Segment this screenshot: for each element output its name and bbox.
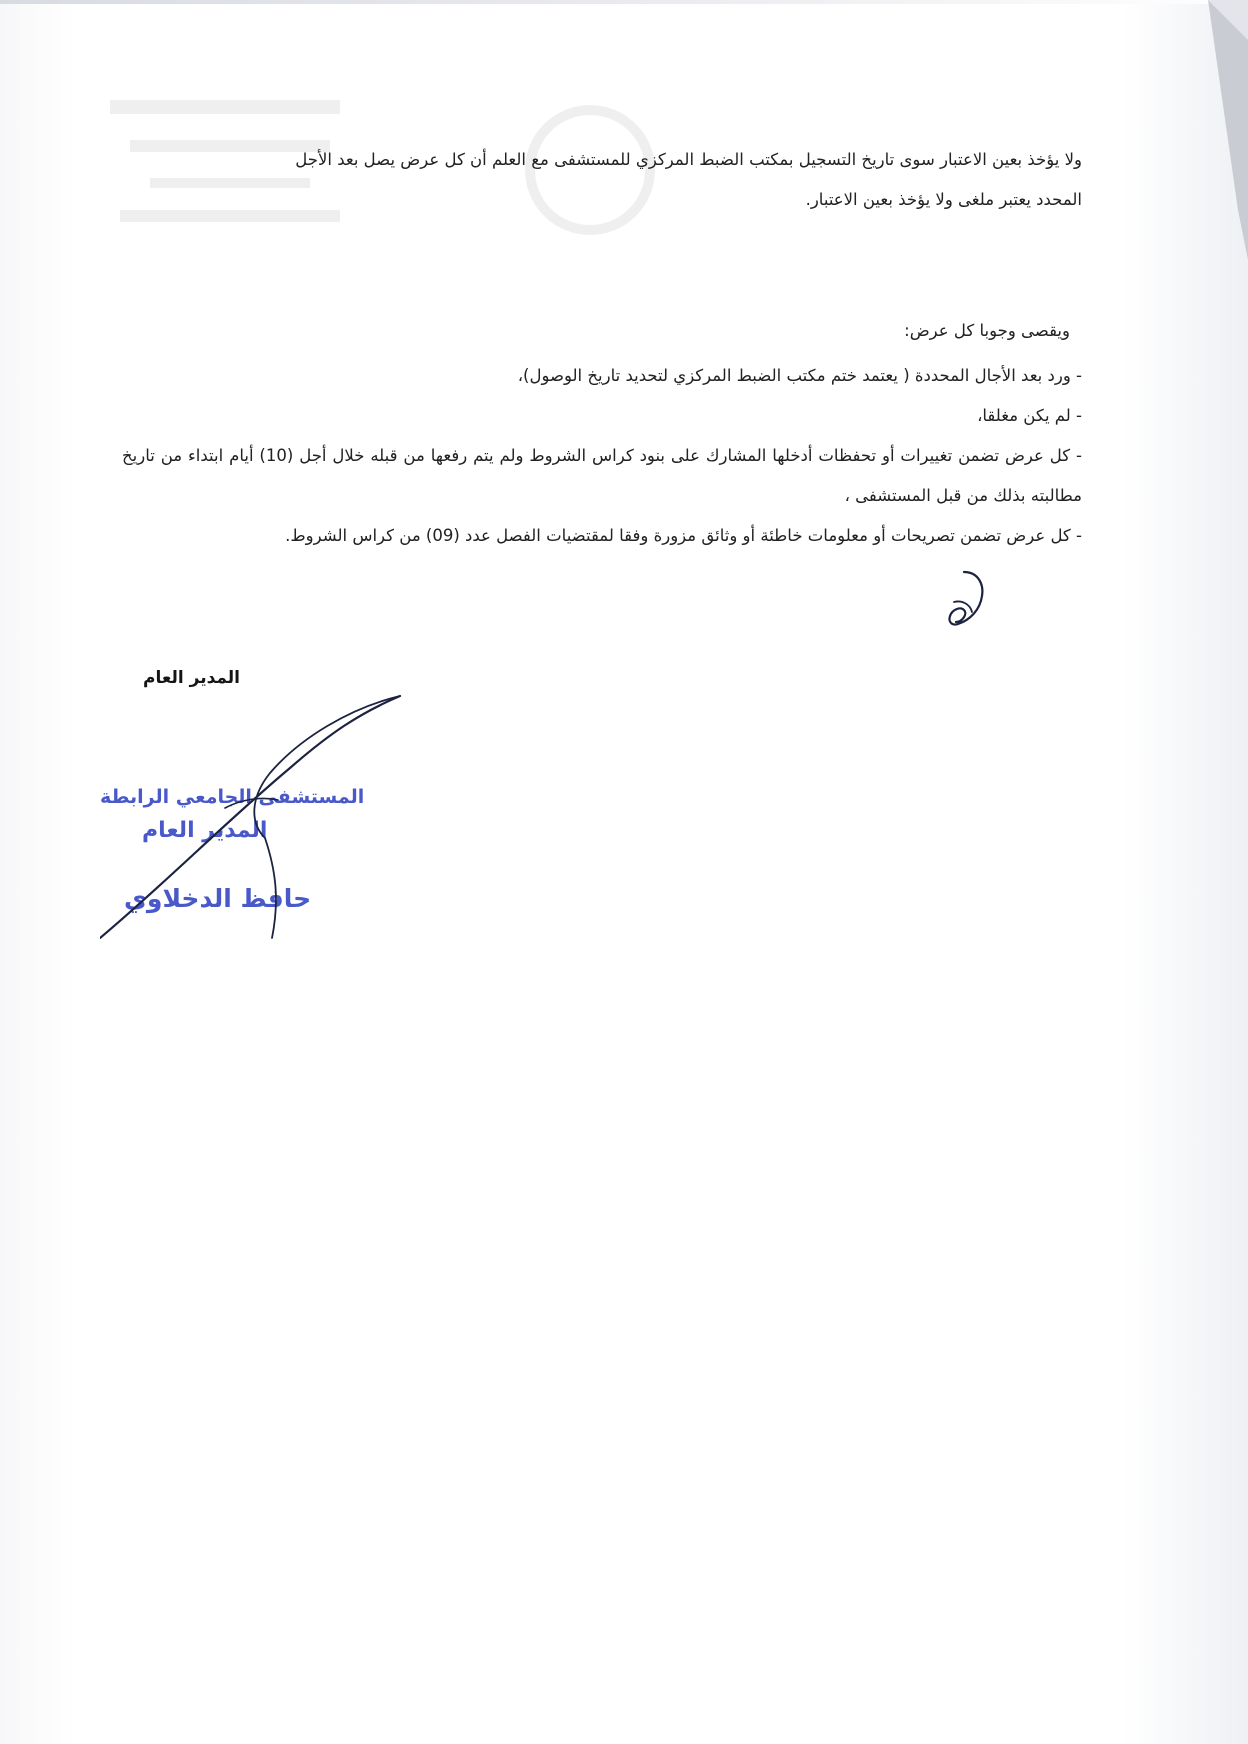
scan-top-edge: [0, 0, 1248, 4]
page-corner-fold: [1088, 0, 1248, 260]
list-item: - كل عرض تضمن تغييرات أو تحفظات أدخلها المشارك على بنود كراس الشروط ولم يتم رفعها من قبله خلال أجل (10) أيام ابتداء من تاريخ مطالبته بذلك من قبل المستشفى ،: [122, 446, 1082, 505]
exclusion-lead-in: ويقصى وجوبا كل عرض:: [904, 321, 1070, 340]
signature-strokes: [100, 688, 410, 958]
intro-line-2: المحدد يعتبر ملغى ولا يؤخذ بعين الاعتبار.: [805, 190, 1082, 209]
handwritten-initials: [942, 566, 986, 630]
list-item: - لم يكن مغلقا،: [977, 406, 1082, 425]
signatory-title: المدير العام: [143, 668, 240, 688]
stamp-line-title: المدير العام: [142, 818, 268, 843]
exclusion-list: [122, 356, 1082, 556]
list-item: - كل عرض تضمن تصريحات أو معلومات خاطئة أو وثائق مزورة وفقا لمقتضيات الفصل عدد (09) من كراس الشروط.: [285, 526, 1082, 545]
intro-line-1: ولا يؤخذ بعين الاعتبار سوى تاريخ التسجيل بمكتب الضبط المركزي للمستشفى مع العلم أن كل عرض يصل بعد الأجل: [295, 150, 1082, 169]
stamp-line-hospital: المستشفى الجامعي الرابطة: [100, 786, 365, 808]
stamp-line-name: حافظ الدخلاوي: [124, 884, 312, 913]
intro-paragraph: [122, 140, 1082, 220]
list-item: - ورد بعد الأجال المحددة ( يعتمد ختم مكتب الضبط المركزي لتحديد تاريخ الوصول)،: [517, 366, 1082, 385]
